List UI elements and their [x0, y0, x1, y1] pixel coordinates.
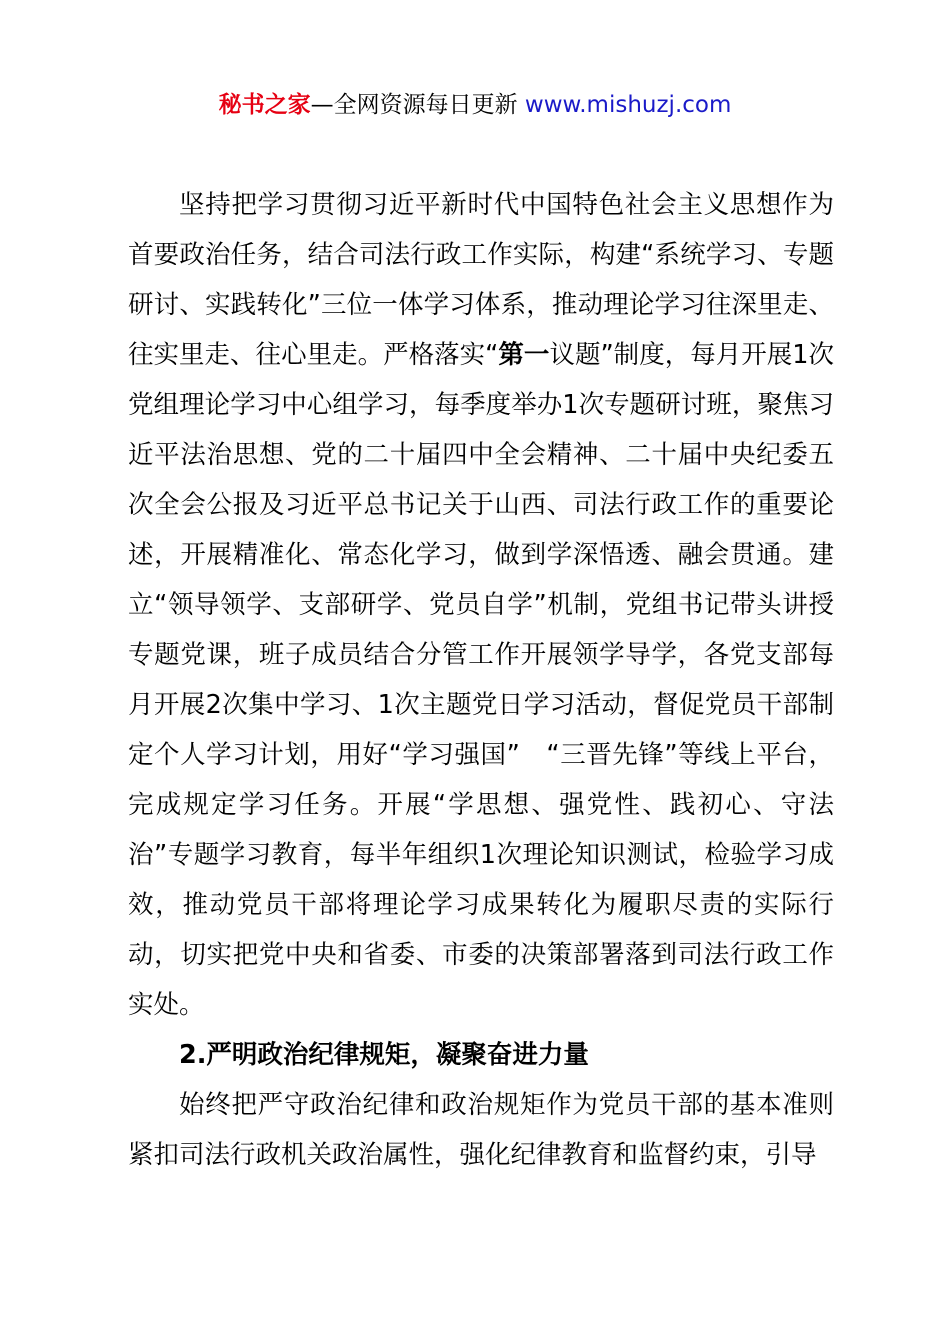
paragraph-1-text-b: 议题”制度，每月开展1次党组理论学习中心组学习，每季度举办1次专题研讨班，聚焦习近平法治思想、党的二十届四中全会精神、二十届中央纪委五次全会公报及习近平总书记关于山西、司法行政工作的重要论述，开展精准化、常态化学习，做到学深悟透、融会贯通。建立“领导领学、支部研学、党员自学”机制，党组书记带头讲授专题党课，班子成员结合分管工作开展领学导学，各党支部每月开展2次集中学习、1次主题党日学习活动，督促党员干部制定个人学习计划，用好“学习强国” “三晋先锋”等线上平台，完成规定学习任务。开展“学思想、强党性、践初心、守法治”专题学习教育，每半年组织1次理论知识测试，检验学习成效，推动党员干部将理论学习成果转化为履职尽责的实际行动，切实把党中央和省委、市委的决策部署落到司法行政工作实处。	[128, 340, 835, 1020]
section-heading-2: 2.严明政治纪律规矩，凝聚奋进力量	[179, 1040, 589, 1070]
paragraph-1	[128, 180, 834, 1030]
site-url-link[interactable]: www.mishuzj.com	[524, 92, 732, 118]
paragraph-1-bold: 第一	[498, 340, 550, 370]
paragraph-2: 始终把严守政治纪律和政治规矩作为党员干部的基本准则紧扣司法行政机关政治属性，强化纪律教育和监督约束，引导	[128, 1090, 834, 1170]
document-body	[128, 180, 834, 1180]
site-header	[0, 88, 950, 122]
header-tagline: —全网资源每日更新	[310, 92, 525, 118]
paragraph-1-text-a: 坚持把学习贯彻习近平新时代中国特色社会主义思想作为首要政治任务，结合司法行政工作实际，构建“系统学习、专题研讨、实践转化”三位一体学习体系，推动理论学习往深里走、往实里走、往心里走。严格落实“	[128, 190, 834, 370]
brand-name: 秘书之家	[218, 92, 311, 118]
